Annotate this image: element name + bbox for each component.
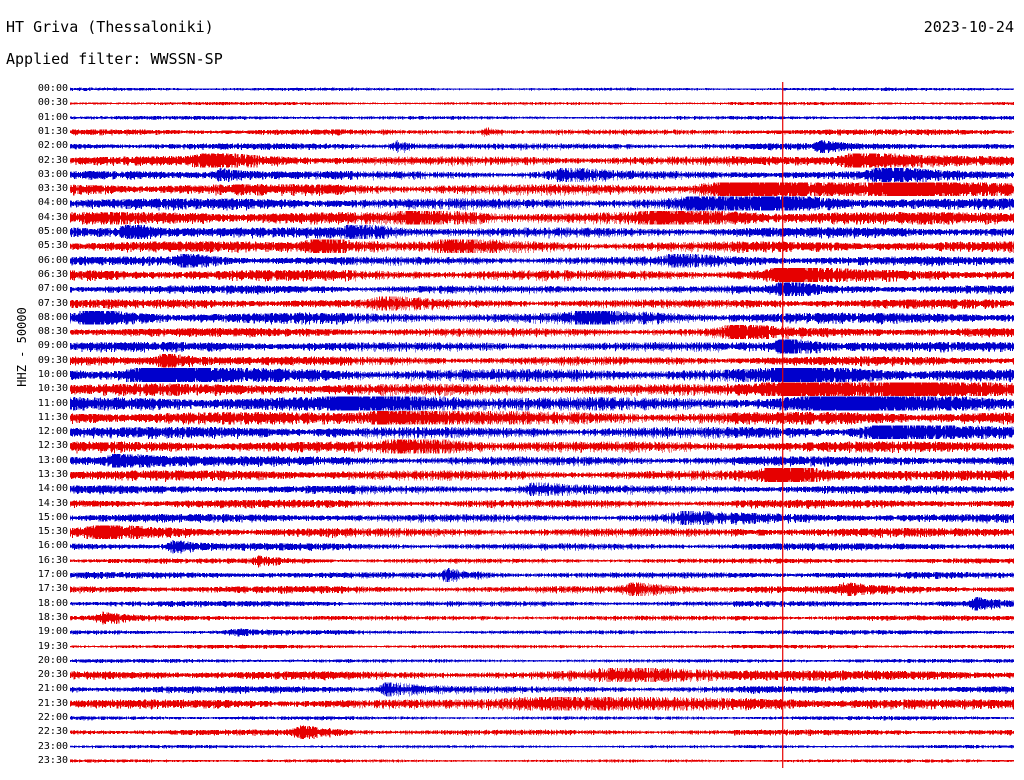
time-tick-2330: 23:30 <box>37 754 68 766</box>
time-tick-1900: 19:00 <box>37 626 68 638</box>
time-tick-1000: 10:00 <box>37 368 68 380</box>
time-tick-0800: 08:00 <box>37 311 68 323</box>
time-tick-0700: 07:00 <box>37 283 68 295</box>
time-tick-2030: 20:30 <box>37 669 68 681</box>
time-tick-0030: 00:30 <box>37 97 68 109</box>
time-tick-1400: 14:00 <box>37 483 68 495</box>
time-tick-1600: 16:00 <box>37 540 68 552</box>
time-tick-labels <box>26 82 68 768</box>
time-tick-2300: 23:00 <box>37 740 68 752</box>
trace-1630 <box>70 555 1014 567</box>
time-tick-2100: 21:00 <box>37 683 68 695</box>
time-tick-0400: 04:00 <box>37 197 68 209</box>
time-tick-0900: 09:00 <box>37 340 68 352</box>
time-tick-1530: 15:30 <box>37 526 68 538</box>
time-tick-1200: 12:00 <box>37 426 68 438</box>
time-tick-2200: 22:00 <box>37 711 68 723</box>
time-tick-1130: 11:30 <box>37 411 68 423</box>
time-tick-1500: 15:00 <box>37 511 68 523</box>
time-tick-2230: 22:30 <box>37 726 68 738</box>
time-tick-1700: 17:00 <box>37 569 68 581</box>
time-tick-0430: 04:30 <box>37 211 68 223</box>
time-tick-0330: 03:30 <box>37 183 68 195</box>
time-tick-1100: 11:00 <box>37 397 68 409</box>
time-tick-2130: 21:30 <box>37 697 68 709</box>
time-tick-0530: 05:30 <box>37 240 68 252</box>
time-tick-1800: 18:00 <box>37 597 68 609</box>
trace-canvas <box>70 82 1014 768</box>
trace-1430 <box>70 500 1014 509</box>
time-tick-0300: 03:00 <box>37 168 68 180</box>
y-axis-label: HHZ - 50000 <box>15 307 29 387</box>
time-tick-1930: 19:30 <box>37 640 68 652</box>
filter-label: Applied filter: WWSSN-SP <box>6 50 223 68</box>
date-label: 2023-10-24 <box>923 18 1014 36</box>
time-tick-0930: 09:30 <box>37 354 68 366</box>
time-tick-0500: 05:00 <box>37 226 68 238</box>
time-tick-2000: 20:00 <box>37 654 68 666</box>
time-tick-0730: 07:30 <box>37 297 68 309</box>
time-tick-0830: 08:30 <box>37 326 68 338</box>
helicorder-plot <box>70 82 1014 768</box>
time-tick-1030: 10:30 <box>37 383 68 395</box>
time-tick-0000: 00:00 <box>37 83 68 95</box>
time-tick-1230: 12:30 <box>37 440 68 452</box>
time-tick-0100: 01:00 <box>37 111 68 123</box>
time-tick-0230: 02:30 <box>37 154 68 166</box>
time-tick-1300: 13:00 <box>37 454 68 466</box>
time-tick-0130: 01:30 <box>37 126 68 138</box>
time-tick-0630: 06:30 <box>37 268 68 280</box>
time-tick-1830: 18:30 <box>37 611 68 623</box>
time-tick-1330: 13:30 <box>37 469 68 481</box>
time-tick-0200: 02:00 <box>37 140 68 152</box>
time-tick-1430: 14:30 <box>37 497 68 509</box>
time-tick-0600: 06:00 <box>37 254 68 266</box>
time-tick-1730: 17:30 <box>37 583 68 595</box>
time-tick-1630: 16:30 <box>37 554 68 566</box>
station-title: HT Griva (Thessaloniki) <box>6 18 214 36</box>
